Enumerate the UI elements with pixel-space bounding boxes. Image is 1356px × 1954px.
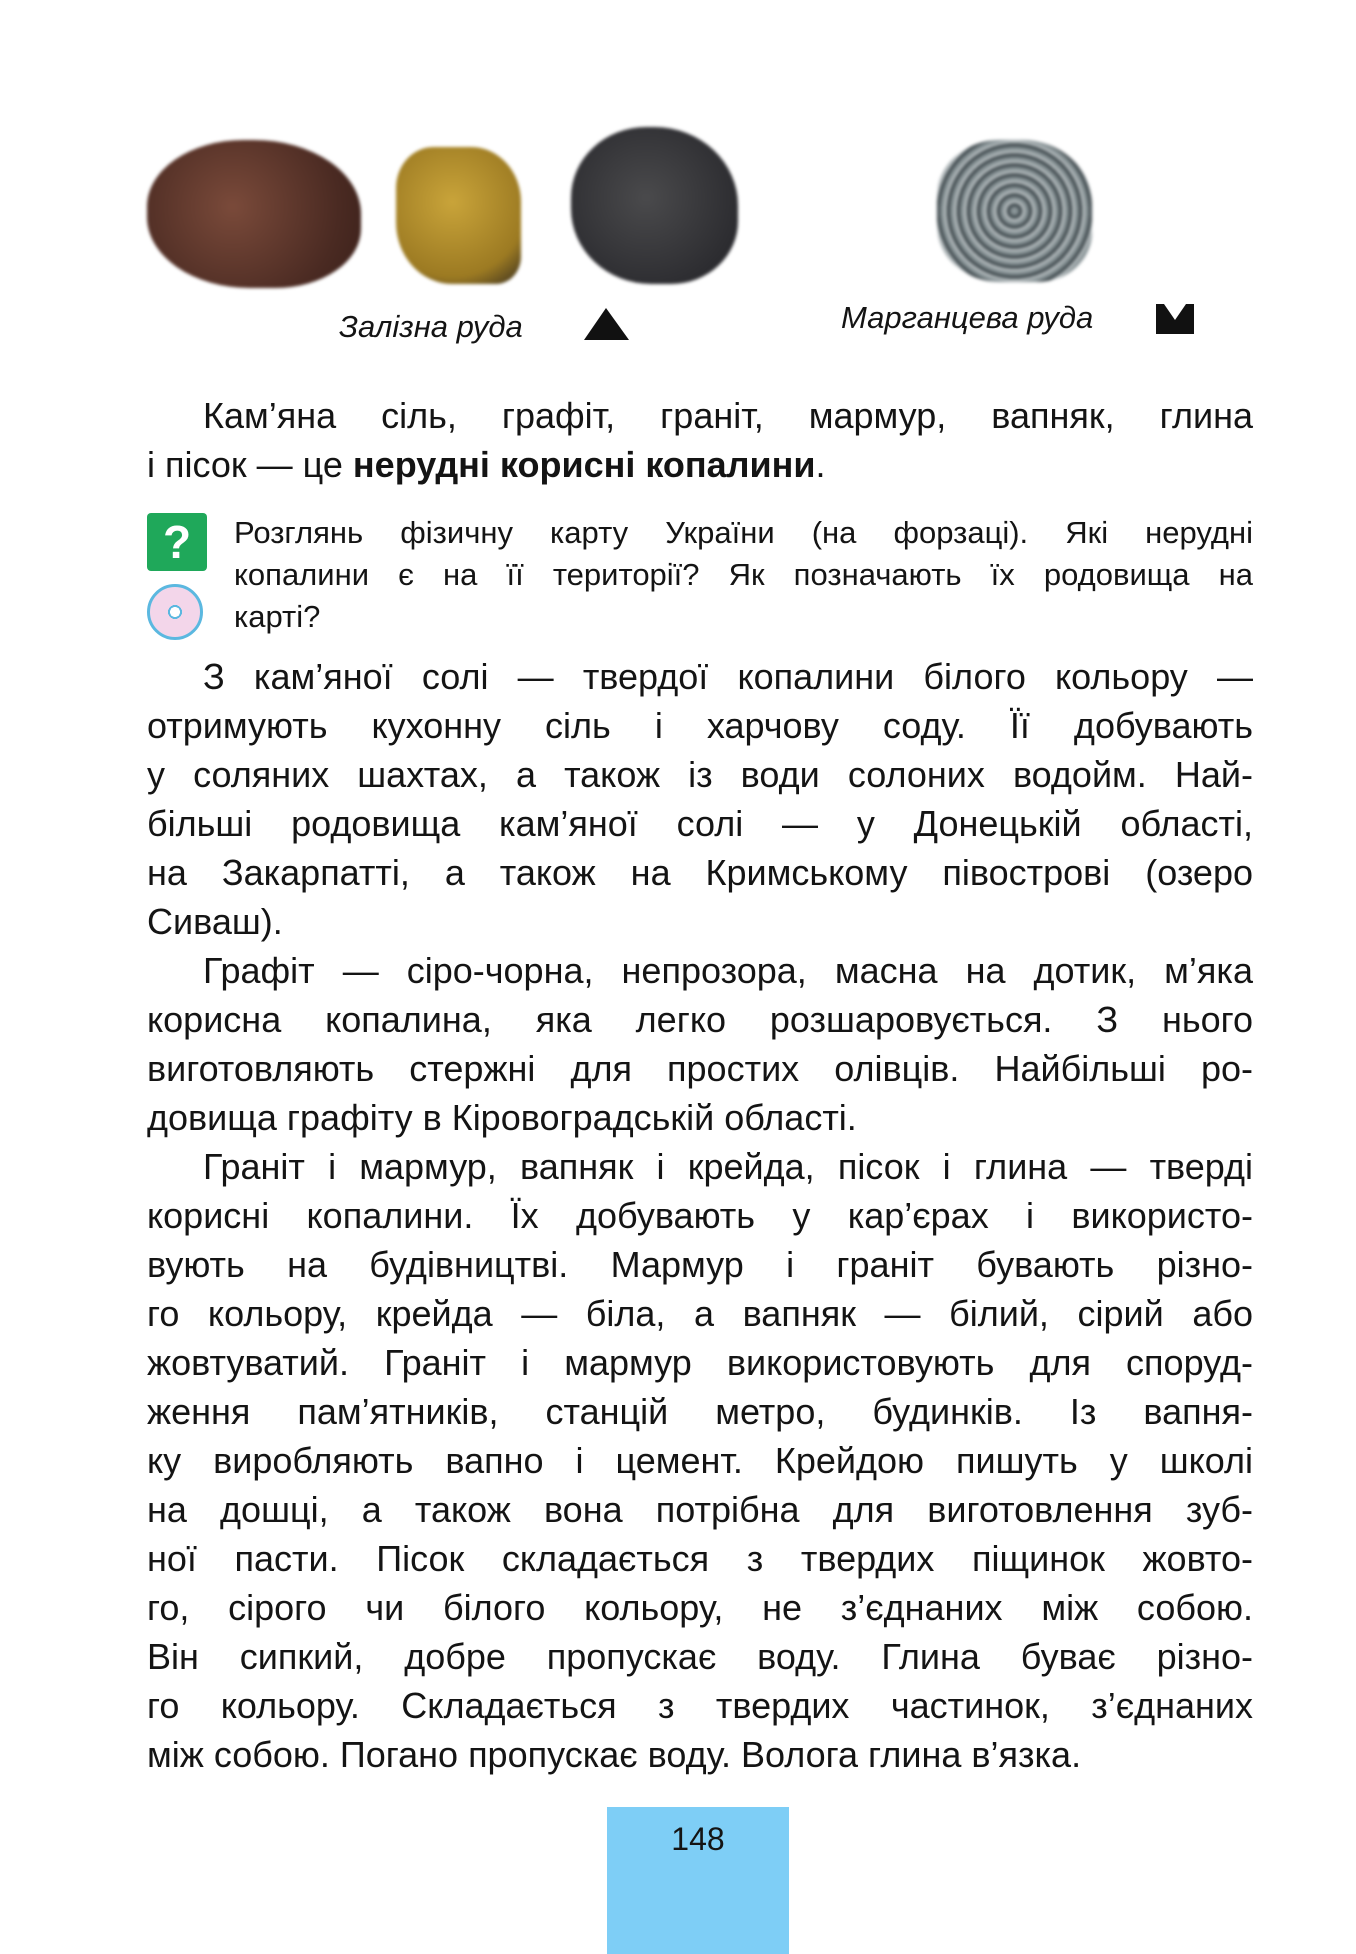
intro-line-1: Кам’яна сіль, графіт, граніт, мармур, вапняк, глина bbox=[203, 395, 1253, 436]
question-line-3: карті? bbox=[234, 599, 321, 634]
iron-ore-caption: Залізна руда bbox=[339, 309, 523, 344]
iron-ore-image-yellow bbox=[396, 147, 521, 284]
iron-ore-image-brown bbox=[147, 140, 361, 288]
iron-ore-triangle-icon bbox=[583, 306, 630, 342]
paragraph-2-line: виготовляють стержні для простих олівців. Найбільші ро- bbox=[147, 1048, 1253, 1089]
manganese-ore-caption: Марганцева руда bbox=[841, 300, 1094, 335]
paragraph-1-line: отримують кухонну сіль і харчову соду. Її добувають bbox=[147, 705, 1253, 746]
paragraph-1-line: на Закарпатті, а також на Кримському півострові (озеро bbox=[147, 852, 1253, 893]
paragraph-3-line: го кольору, крейда — біла, а вапняк — білий, сірий або bbox=[147, 1293, 1253, 1334]
paragraph-3-line: між собою. Погано пропускає воду. Волога глина в’язка. bbox=[147, 1734, 1082, 1775]
question-icon: ? bbox=[147, 513, 207, 571]
page-number: 148 bbox=[671, 1821, 725, 1857]
paragraph-3-line: ної пасти. Пісок складається з твердих піщинок жовто- bbox=[147, 1538, 1253, 1579]
paragraph-3-line: Граніт і мармур, вапняк і крейда, пісок і глина — тверді bbox=[203, 1146, 1253, 1187]
disc-icon bbox=[147, 584, 203, 640]
paragraph-3-line: ку виробляють вапно і цемент. Крейдою пишуть у школі bbox=[147, 1440, 1253, 1481]
manganese-ore-symbol-icon bbox=[1156, 304, 1194, 334]
iron-ore-image-dark bbox=[571, 127, 738, 284]
paragraph-2-line: довища графіту в Кіровоградській області. bbox=[147, 1097, 857, 1138]
intro-bold-term: нерудні корисні копалини bbox=[352, 444, 816, 485]
paragraph-3-line: Він сипкий, добре пропускає воду. Глина буває різно- bbox=[147, 1636, 1253, 1677]
paragraph-3-line: ження пам’ятників, станцій метро, будинків. Із вапня- bbox=[147, 1391, 1253, 1432]
paragraph-1-line: З кам’яної солі — твердої копалини білого кольору — bbox=[203, 656, 1253, 697]
paragraph-3-line: го, сірого чи білого кольору, не з’єднаних між собою. bbox=[147, 1587, 1253, 1628]
paragraph-3-line: на дошці, а також вона потрібна для виготовлення зуб- bbox=[147, 1489, 1253, 1530]
page-number-box bbox=[607, 1807, 789, 1954]
paragraph-3-line: го кольору. Складається з твердих частинок, з’єднаних bbox=[147, 1685, 1253, 1726]
paragraph-3-line: жовтуватий. Граніт і мармур використовують для споруд- bbox=[147, 1342, 1253, 1383]
paragraph-3-line: корисні копалини. Їх добувають у кар’єрах і використо- bbox=[147, 1195, 1253, 1236]
paragraph-2-line: Графіт — сіро-чорна, непрозора, масна на дотик, м’яка bbox=[203, 950, 1253, 991]
intro-period: . bbox=[815, 444, 826, 485]
paragraph-2-line: корисна копалина, яка легко розшаровується. З нього bbox=[147, 999, 1253, 1040]
question-line-2: копалини є на її території? Як позначають їх родовища на bbox=[234, 557, 1253, 592]
paragraph-1-line: більші родовища кам’яної солі — у Донецькій області, bbox=[147, 803, 1253, 844]
paragraph-1-line: у соляних шахтах, а також із води солоних водойм. Най- bbox=[147, 754, 1253, 795]
manganese-ore-image bbox=[937, 140, 1092, 282]
intro-line-2 bbox=[147, 440, 1253, 489]
intro-text: і пісок — це bbox=[147, 444, 353, 485]
paragraph-3-line: вують на будівництві. Мармур і граніт бувають різно- bbox=[147, 1244, 1253, 1285]
paragraph-1-line: Сиваш). bbox=[147, 901, 283, 942]
question-line-1: Розглянь фізичну карту України (на форзаці). Які нерудні bbox=[234, 515, 1253, 550]
